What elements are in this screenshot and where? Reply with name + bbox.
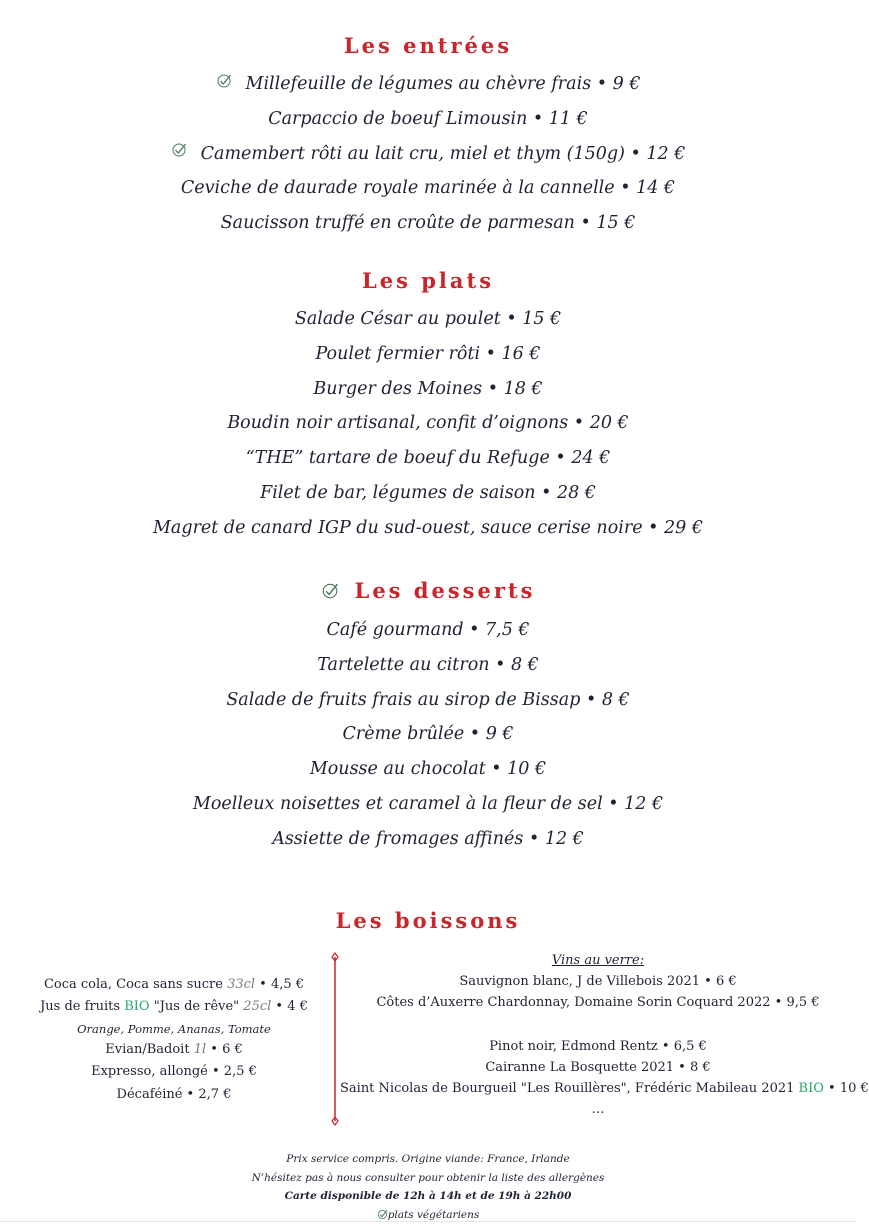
menu-item bbox=[0, 102, 856, 137]
menu-item bbox=[0, 787, 856, 822]
menu-item-label: Assiette de fromages affinés • 12 € bbox=[272, 829, 584, 849]
bio-badge: BIO bbox=[799, 1081, 824, 1096]
wines-list bbox=[340, 950, 856, 1120]
menu-item bbox=[0, 137, 856, 172]
menu-item-label: Mousse au chocolat • 10 € bbox=[310, 759, 546, 779]
wine-name: Saint Nicolas de Bourgueil "Les Rouillères", Frédéric Mabileau 2021 bbox=[340, 1081, 799, 1096]
wine-item: Sauvignon blanc, J de Villebois 2021 • 6 € bbox=[340, 971, 856, 992]
drink-volume: 1l bbox=[194, 1042, 206, 1057]
menu-item-label: Ceviche de daurade royale marinée à la cannelle • 14 € bbox=[181, 178, 675, 198]
menu-item-label: Magret de canard IGP du sud-ouest, sauce cerise noire • 29 € bbox=[153, 518, 703, 538]
menu-item bbox=[0, 613, 856, 648]
menu-item bbox=[0, 171, 856, 206]
drink-item bbox=[18, 996, 330, 1018]
menu-item-label: Carpaccio de boeuf Limousin • 11 € bbox=[268, 109, 588, 129]
wine-item: Pinot noir, Edmond Rentz • 6,5 € bbox=[340, 1036, 856, 1057]
leaf-check-icon bbox=[321, 582, 339, 600]
drink-price: • 4 € bbox=[271, 999, 308, 1014]
menu-item bbox=[0, 822, 856, 857]
drink-label: "Jus de rêve" bbox=[150, 999, 244, 1014]
menu-item-label: Saucisson truffé en croûte de parmesan • 15 € bbox=[221, 213, 636, 233]
drink-name: Coca cola, Coca sans sucre bbox=[44, 977, 227, 992]
juice-flavors: Orange, Pomme, Ananas, Tomate bbox=[18, 1019, 330, 1039]
menu-item-label: Moelleux noisettes et caramel à la fleur de sel • 12 € bbox=[193, 794, 663, 814]
section-title-desserts-label: Les desserts bbox=[355, 578, 536, 603]
menu-item bbox=[0, 717, 856, 752]
menu-item bbox=[0, 302, 856, 337]
section-title-desserts bbox=[0, 578, 856, 603]
bio-badge: BIO bbox=[124, 999, 149, 1014]
soft-drinks-list bbox=[18, 974, 330, 1106]
menu-item-label: Salade César au poulet • 15 € bbox=[295, 309, 561, 329]
plats-list bbox=[0, 302, 856, 545]
menu-item bbox=[0, 372, 856, 407]
drink-name: Evian/Badoit bbox=[105, 1042, 193, 1057]
menu-item bbox=[0, 752, 856, 787]
menu-item-label: Poulet fermier rôti • 16 € bbox=[315, 344, 540, 364]
leaf-check-icon bbox=[377, 1209, 388, 1220]
footer-legend-label: plats végétariens bbox=[388, 1209, 480, 1221]
column-divider bbox=[331, 953, 339, 1125]
section-title-plats: Les plats bbox=[0, 268, 856, 293]
footer-hours: Carte disponible de 12h à 14h et de 19h à 22h00 bbox=[0, 1187, 856, 1206]
wine-item: Côtes d’Auxerre Chardonnay, Domaine Sorin Coquard 2022 • 9,5 € bbox=[340, 992, 856, 1013]
menu-item bbox=[0, 648, 856, 683]
leaf-check-icon bbox=[216, 73, 232, 89]
wine-item: Cairanne La Bosquette 2021 • 8 € bbox=[340, 1057, 856, 1078]
menu-item bbox=[0, 67, 856, 102]
menu-item bbox=[0, 337, 856, 372]
drink-item: Expresso, allongé • 2,5 € bbox=[18, 1061, 330, 1083]
menu-item-label: Tartelette au citron • 8 € bbox=[317, 655, 539, 675]
menu-item bbox=[0, 511, 856, 546]
wines-heading: Vins au verre: bbox=[340, 950, 856, 971]
drink-price: • 4,5 € bbox=[255, 977, 304, 992]
entrees-list bbox=[0, 67, 856, 241]
menu-item-label: Café gourmand • 7,5 € bbox=[326, 620, 529, 640]
drink-item: Décaféiné • 2,7 € bbox=[18, 1084, 330, 1106]
footer-line: Prix service compris. Origine viande: France, Irlande bbox=[0, 1150, 856, 1169]
drink-name: Jus de fruits bbox=[40, 999, 124, 1014]
section-title-boissons: Les boissons bbox=[0, 908, 856, 933]
wine-price: • 10 € bbox=[824, 1081, 869, 1096]
menu-item-label: Boudin noir artisanal, confit d’oignons • 20 € bbox=[227, 413, 628, 433]
menu-item-label: “THE” tartare de boeuf du Refuge • 24 € bbox=[246, 448, 611, 468]
menu-item-label: Millefeuille de légumes au chèvre frais • 9 € bbox=[246, 74, 641, 94]
menu-item-label: Filet de bar, légumes de saison • 28 € bbox=[260, 483, 596, 503]
menu-item-label: Crème brûlée • 9 € bbox=[342, 724, 513, 744]
drink-item bbox=[18, 1039, 330, 1061]
leaf-check-icon bbox=[171, 142, 187, 158]
menu-item bbox=[0, 406, 856, 441]
menu-item bbox=[0, 683, 856, 718]
wine-more: … bbox=[340, 1099, 856, 1120]
wine-item bbox=[340, 1078, 856, 1099]
menu-item bbox=[0, 476, 856, 511]
desserts-list bbox=[0, 613, 856, 856]
footer bbox=[0, 1150, 856, 1224]
footer-line: N’hésitez pas à nous consulter pour obtenir la liste des allergènes bbox=[0, 1169, 856, 1188]
menu-item-label: Camembert rôti au lait cru, miel et thym (150g) • 12 € bbox=[201, 144, 686, 164]
drink-volume: 33cl bbox=[227, 977, 255, 992]
menu-item-label: Burger des Moines • 18 € bbox=[313, 379, 542, 399]
bottom-divider bbox=[0, 1221, 856, 1222]
drink-item bbox=[18, 974, 330, 996]
menu-item bbox=[0, 441, 856, 476]
spacer bbox=[340, 1014, 856, 1036]
drink-price: • 6 € bbox=[206, 1042, 243, 1057]
menu-item-label: Salade de fruits frais au sirop de Bissap • 8 € bbox=[226, 690, 629, 710]
drink-volume: 25cl bbox=[243, 999, 271, 1014]
section-title-entrees: Les entrées bbox=[0, 33, 856, 58]
menu-item bbox=[0, 206, 856, 241]
